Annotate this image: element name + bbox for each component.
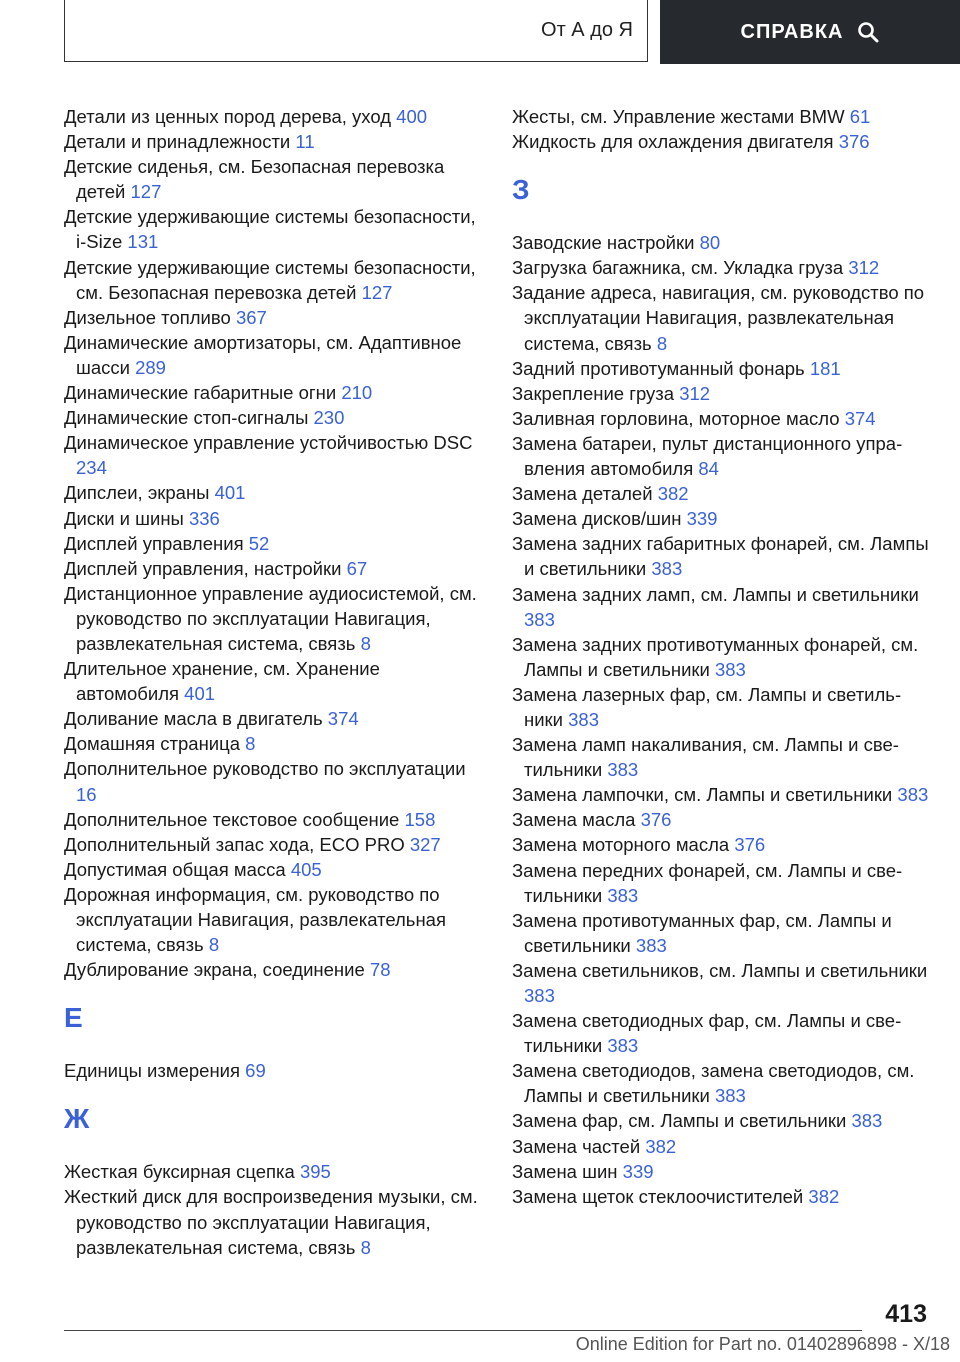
index-entry (512, 481, 930, 506)
index-entry-text: Доливание масла в двигатель (64, 708, 323, 730)
index-entry-text: Динамические габаритные огни (64, 382, 337, 404)
index-entry (64, 380, 482, 405)
index-entry-page-link[interactable]: 383 (607, 759, 639, 781)
index-entry-page-link[interactable]: 80 (699, 232, 721, 254)
index-entry-text: Замена шин (512, 1160, 618, 1182)
index-entry (512, 832, 930, 857)
index-entry (512, 1108, 930, 1133)
index-entry (64, 857, 482, 882)
index-entry-page-link[interactable]: 11 (295, 131, 315, 153)
index-entry-text: Дополнительное руководство по эксплуатации (64, 758, 466, 780)
index-entry-text: Дополнительное текстовое сообщение (64, 808, 400, 830)
index-entry-page-link[interactable]: 383 (851, 1110, 883, 1132)
index-entry (64, 154, 482, 204)
index-entry (64, 581, 482, 656)
index-entry (64, 882, 482, 957)
index-entry-page-link[interactable]: 312 (679, 382, 711, 404)
index-entry (64, 531, 482, 556)
index-entry-text: Жесты, см. Управление жестами BMW (512, 106, 845, 127)
index-entry (64, 957, 482, 982)
index-entry-text: Замена задних габаритных фонарей, см. Лампы и светильники (512, 533, 929, 580)
index-entry (64, 405, 482, 430)
index-entry-page-link[interactable]: 16 (76, 783, 97, 805)
index-entry-text: Замена частей (512, 1135, 641, 1157)
index-entry (64, 330, 482, 380)
index-entry-text: Замена задних противотуманных фонарей, см. Лампы и светильники (512, 633, 919, 680)
tab-a-to-z-label: От А до Я (541, 19, 633, 41)
index-entry-page-link[interactable]: 401 (214, 482, 246, 504)
index-entry-text: Замена фар, см. Лампы и светильники (512, 1110, 847, 1132)
index-entry (512, 381, 930, 406)
index-entry (512, 255, 930, 280)
index-entry (512, 506, 930, 531)
index-entry (512, 858, 930, 908)
index-entry-text: Замена противотуманных фар, см. Лампы и светильники (512, 909, 892, 956)
index-entry (64, 255, 482, 305)
index-entry-page-link[interactable]: 8 (360, 1236, 371, 1258)
index-entry (64, 129, 482, 154)
index-entry-page-link[interactable]: 84 (698, 458, 719, 480)
index-entry-text: Задний противотуманный фонарь (512, 357, 805, 379)
index-entry-text: Замена дисков/шин (512, 508, 682, 530)
index-entry-text: Замена масла (512, 809, 636, 831)
index-entry-page-link[interactable]: 131 (127, 231, 159, 253)
footer-edition: Online Edition for Part no. 01402896898 - X/18 (575, 1334, 950, 1354)
index-entry-text: Домашняя страница (64, 733, 241, 755)
index-entry-text: Жесткая буксирная сцепка (64, 1161, 295, 1183)
index-entry (512, 1184, 930, 1209)
index-entry-page-link[interactable]: 78 (369, 959, 391, 981)
index-entry-text: Детские сиденья, см. Безопасная перевозка детей (64, 156, 445, 203)
index-entry (512, 582, 930, 632)
index-entry (512, 1134, 930, 1159)
search-icon[interactable] (857, 21, 879, 43)
index-entry-page-link[interactable]: 383 (568, 708, 599, 730)
tab-reference-label: СПРАВКА (740, 20, 844, 43)
index-entry (512, 807, 930, 832)
index-entry-page-link[interactable]: 383 (897, 784, 929, 806)
index-entry-page-link[interactable]: 383 (714, 658, 746, 680)
index-entry-page-link[interactable]: 395 (299, 1161, 331, 1183)
tab-a-to-z[interactable] (64, 0, 648, 62)
index-entry-page-link[interactable]: 401 (184, 683, 216, 705)
index-entry-page-link[interactable]: 8 (360, 632, 371, 654)
index-entry-text: Замена щеток стеклоочистителей (512, 1185, 804, 1207)
index-entry-page-link[interactable]: 312 (848, 257, 880, 279)
index-entry (64, 104, 482, 129)
index-entry-text: Замена светодиодов, замена светодиодов, см. Лампы и светильники (512, 1060, 915, 1107)
index-entry (512, 682, 930, 732)
index-column-right (512, 104, 930, 1209)
index-entry-text: Жидкость для охлаждения двигателя (512, 131, 834, 153)
index-entry-page-link[interactable]: 382 (657, 483, 689, 505)
index-entry-page-link[interactable]: 8 (208, 934, 220, 956)
index-entry-page-link[interactable]: 339 (622, 1160, 654, 1182)
index-entry-text: Замена лампочки, см. Лампы и светильники (512, 784, 893, 806)
index-entry-text: Детские удерживающие системы безопасности, i‑Size (64, 206, 476, 253)
index-entry-page-link[interactable]: 374 (327, 708, 359, 730)
index-entry (512, 531, 930, 581)
page-number: 413 (885, 1300, 927, 1328)
index-entry-page-link[interactable]: 127 (361, 281, 393, 303)
index-entry-page-link[interactable]: 61 (849, 106, 871, 127)
index-entry (64, 1159, 482, 1184)
index-entry-page-link[interactable]: 327 (409, 833, 441, 855)
index-entry (64, 480, 482, 505)
index-entry (64, 656, 482, 706)
index-column-left (64, 104, 482, 1260)
index-entry-page-link[interactable]: 230 (313, 407, 345, 429)
index-entry-text: Замена лазерных фар, см. Лампы и светильники (512, 683, 902, 730)
index-entry (512, 958, 930, 1008)
index-entry (64, 1184, 482, 1259)
index-entry-text: Длительное хранение, см. Хранение автомобиля (64, 658, 380, 705)
index-entry (512, 732, 930, 782)
index-entry-page-link[interactable]: 376 (734, 834, 766, 856)
index-entry-text: Закрепление груза (512, 382, 675, 404)
index-entry (512, 406, 930, 431)
index-entry-page-link[interactable]: 383 (651, 558, 683, 580)
index-entry-page-link[interactable]: 405 (290, 858, 322, 880)
index-entry-text: Замена батареи, пульт дистанционного управления автомобиля (512, 432, 903, 480)
index-entry-page-link[interactable]: 376 (838, 131, 870, 153)
index-entry-text: Заливная горловина, моторное масло (512, 407, 840, 429)
index-entry (64, 506, 482, 531)
index-entry-page-link[interactable]: 67 (346, 557, 368, 579)
index-entry-page-link[interactable]: 376 (640, 809, 672, 831)
index-entry-text: Дисплей управления (64, 532, 244, 554)
index-entry (512, 104, 930, 129)
index-entry-page-link[interactable]: 374 (844, 407, 876, 429)
index-entry (512, 230, 930, 255)
index-entry-page-link[interactable]: 367 (235, 306, 267, 328)
index-entry-text: Замена светильников, см. Лампы и светильники (512, 959, 928, 981)
index-entry-page-link[interactable]: 400 (396, 106, 428, 127)
index-entry-text: Допустимая общая масса (64, 858, 286, 880)
tab-reference[interactable] (660, 0, 960, 64)
index-entry (512, 1159, 930, 1184)
index-entry-text: Загрузка багажника, см. Укладка груза (512, 257, 844, 279)
index-entry (64, 807, 482, 832)
index-entry (512, 129, 930, 154)
index-entry-text: Замена моторного масла (512, 834, 730, 856)
index-entry (64, 305, 482, 330)
index-entry (64, 706, 482, 731)
index-entry-text: Дублирование экрана, соединение (64, 959, 365, 981)
index-entry-text: Динамические стоп-сигналы (64, 407, 309, 429)
index-entry (64, 832, 482, 857)
index-entry-page-link[interactable]: 289 (135, 356, 166, 378)
index-entry-page-link[interactable]: 158 (404, 808, 436, 830)
index-entry-text: Детали и принадлежности (64, 131, 291, 153)
index-entry-page-link[interactable]: 210 (341, 382, 373, 404)
index-entry-text: Дипслеи, экраны (64, 482, 210, 504)
index-entry-text: Дисплей управления, настройки (64, 557, 342, 579)
index-entry-page-link[interactable]: 336 (188, 507, 220, 529)
index-entry (64, 756, 482, 806)
index-entry-text: Задание адреса, навигация, см. руководство по эксплуатации Навигация, развлекательная система, связь (512, 282, 925, 354)
index-entry-page-link[interactable]: 382 (645, 1135, 677, 1157)
index-entry-text: Дополнительный запас хода, ECO PRO (64, 833, 405, 855)
index-entry (64, 430, 482, 480)
index-entry (512, 632, 930, 682)
index-entry-text: Динамические амортизаторы, см. Адаптивное шасси (64, 331, 462, 378)
index-entry-page-link[interactable]: 339 (686, 508, 718, 530)
index-entry-text: Жесткий диск для воспроизведения музыки, см. руководство по эксплуатации Навигация, развлекательная система, связь (64, 1186, 478, 1258)
index-entry (64, 204, 482, 254)
index-entry (512, 280, 930, 355)
index-letter-heading: З (512, 174, 530, 206)
index-entry-page-link[interactable]: 382 (808, 1185, 840, 1207)
index-entry-page-link[interactable]: 69 (245, 1060, 266, 1082)
index-entry-page-link[interactable]: 383 (714, 1085, 746, 1107)
index-entry-page-link[interactable]: 181 (809, 357, 841, 379)
index-entry (512, 431, 930, 481)
index-entry (512, 1058, 930, 1108)
index-entry-page-link[interactable]: 127 (130, 181, 162, 203)
index-entry-page-link[interactable]: 52 (248, 532, 270, 554)
index-entry-page-link[interactable]: 383 (607, 884, 639, 906)
index-entry-text: Дистанционное управление аудиосистемой, см. руководство по эксплуатации Навигация, развлекательная система, связь (64, 582, 477, 654)
index-entry-page-link[interactable]: 8 (245, 733, 256, 755)
index-entry-page-link[interactable]: 383 (635, 934, 667, 956)
index-letter-heading: Ж (64, 1103, 90, 1135)
index-entry-text: Диски и шины (64, 507, 184, 529)
index-entry-text: Замена ламп накаливания, см. Лампы и светильники (512, 734, 899, 781)
index-entry-page-link[interactable]: 234 (76, 457, 107, 479)
index-entry-text: Заводские настройки (512, 232, 695, 254)
index-entry-text: Дизельное топливо (64, 306, 231, 328)
index-entry (512, 356, 930, 381)
header-tabs (64, 0, 960, 64)
index-entry-page-link[interactable]: 8 (656, 332, 668, 354)
index-entry (512, 1008, 930, 1058)
index-entry (64, 1058, 482, 1083)
index-entry-page-link[interactable]: 383 (607, 1035, 639, 1057)
index-entry-text: Детали из ценных пород дерева, уход (64, 106, 392, 127)
index-entry-text: Замена передних фонарей, см. Лампы и светильники (512, 859, 903, 906)
index-letter-heading: Е (64, 1002, 83, 1034)
index-entry-text: Динамическое управление устойчивостью DSC (64, 432, 473, 454)
index-entry (512, 782, 930, 807)
index-entry-text: Замена светодиодных фар, см. Лампы и светильники (512, 1010, 902, 1057)
index-entry-text: Детские удерживающие системы безопасности, см. Безопасная перевозка детей (64, 256, 476, 303)
index-entry-page-link[interactable]: 383 (524, 608, 555, 630)
index-entry (64, 556, 482, 581)
index-entry-text: Единицы измерения (64, 1060, 241, 1082)
index-entry (64, 731, 482, 756)
index-entry-text: Замена деталей (512, 483, 653, 505)
index-entry-page-link[interactable]: 383 (524, 985, 555, 1006)
footer-divider (64, 1330, 862, 1331)
index-entry-text: Замена задних ламп, см. Лампы и светильники (512, 583, 919, 605)
index-entry (512, 908, 930, 958)
index-entry-text: Дорожная информация, см. руководство по эксплуатации Навигация, развлекательная система, связь (64, 883, 446, 956)
